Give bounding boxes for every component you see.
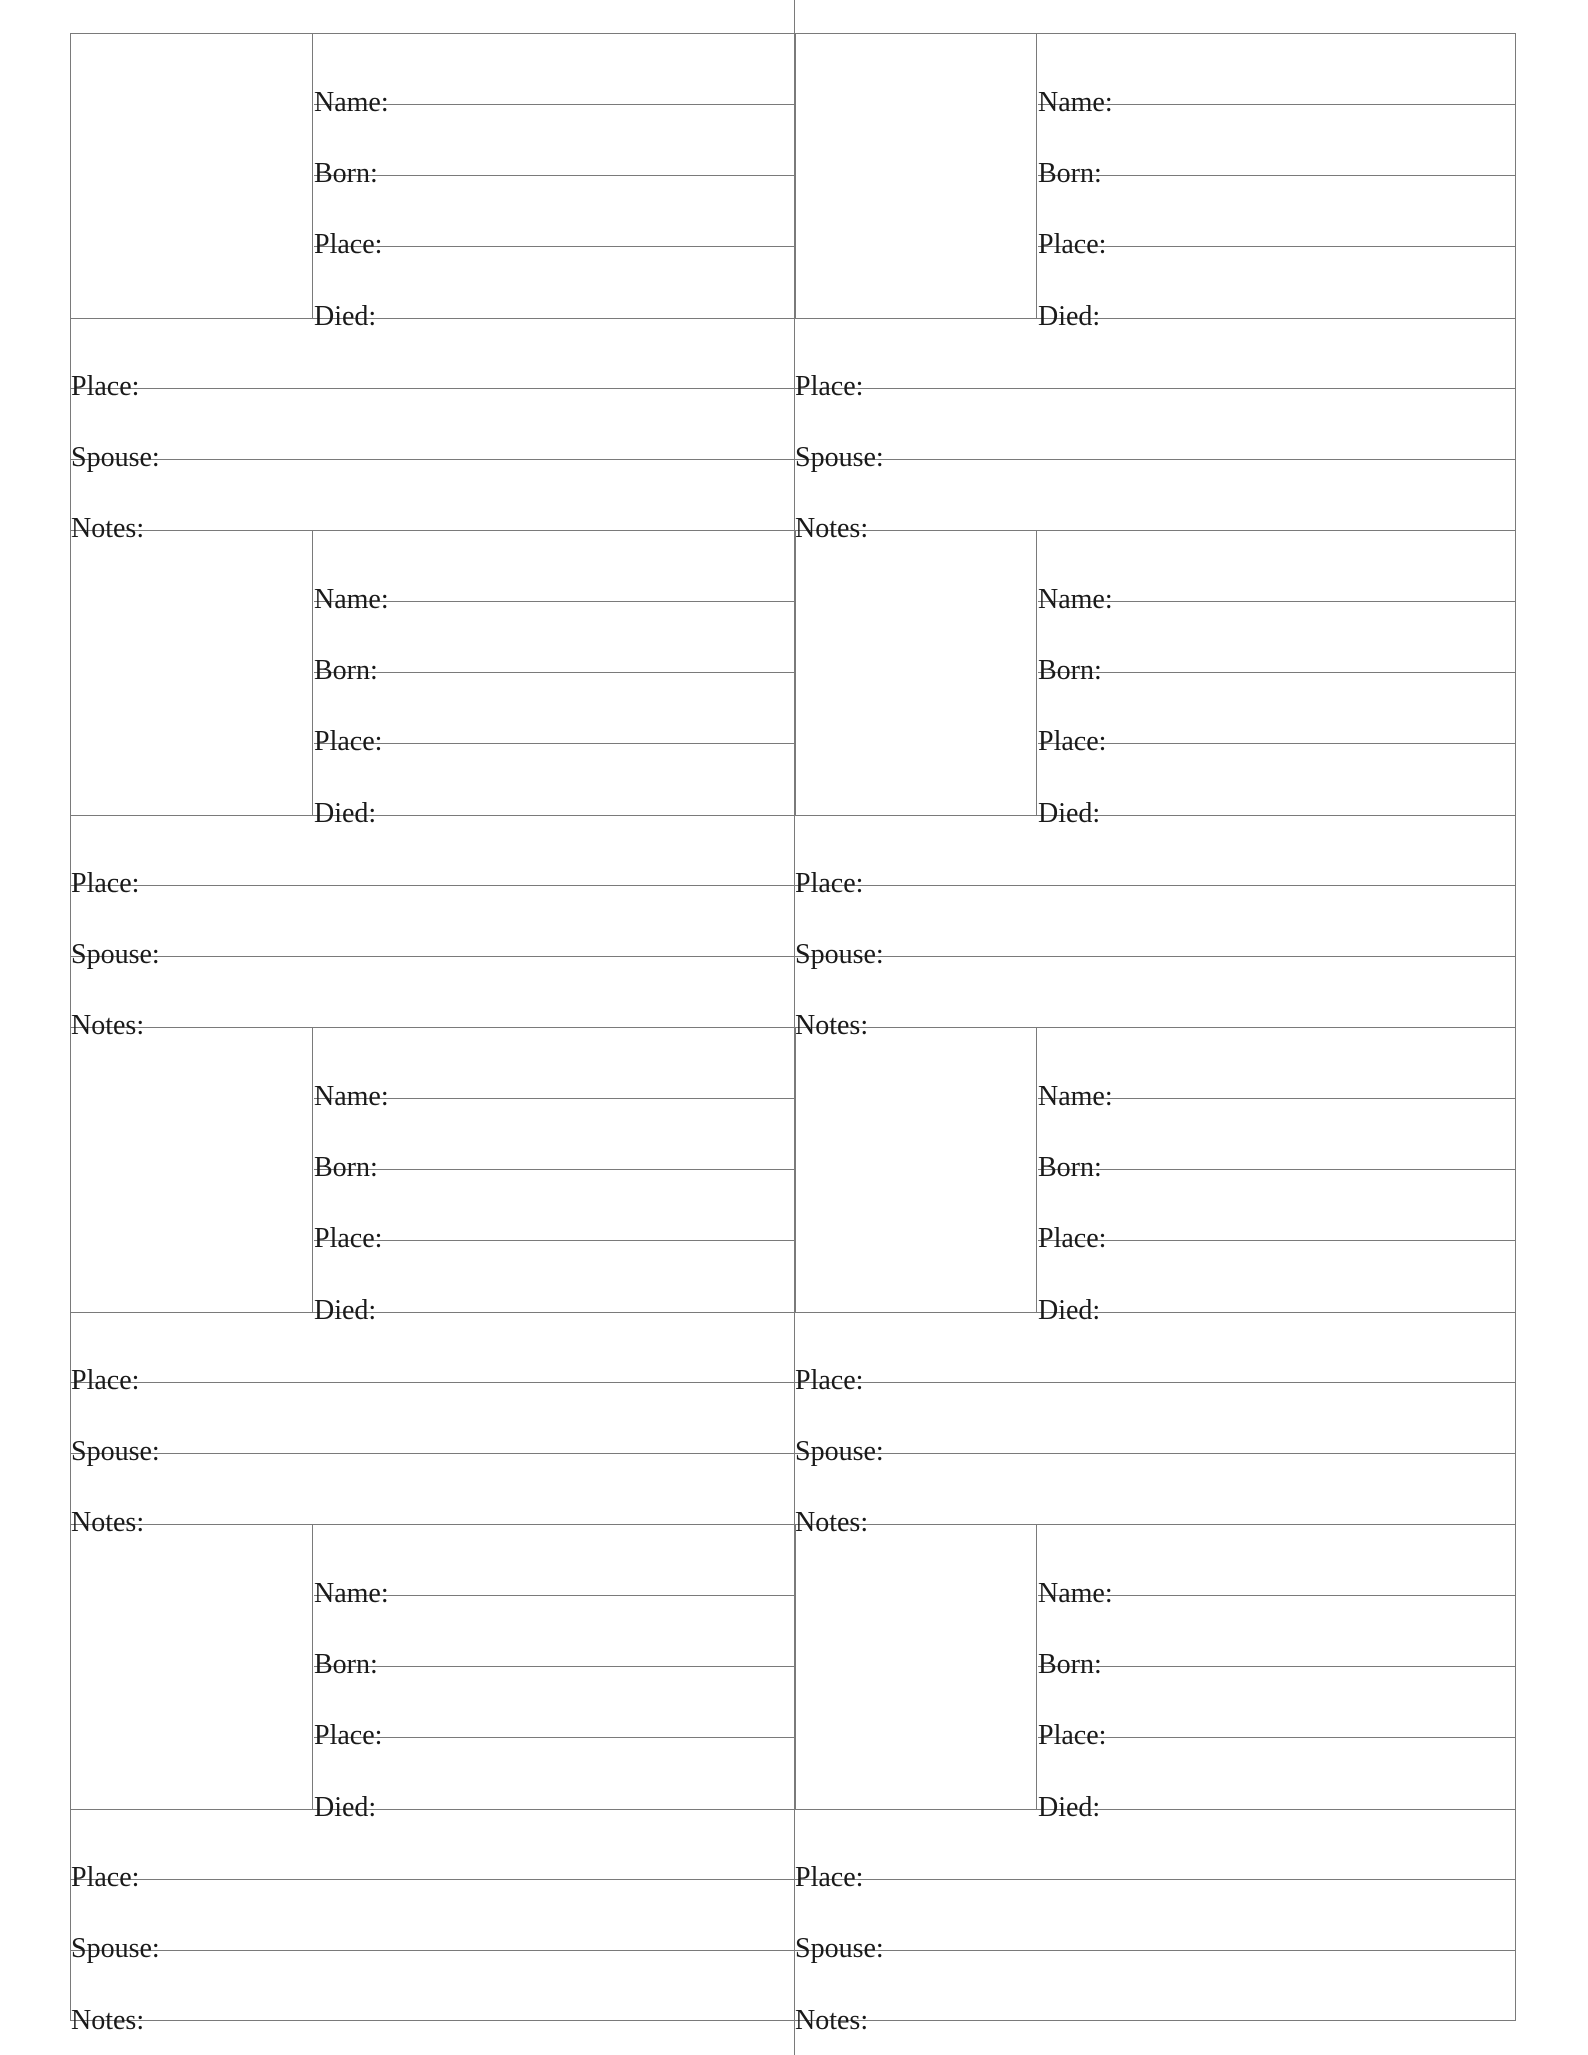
notes-label: Notes:	[71, 513, 145, 544]
photo-box[interactable]	[71, 1525, 313, 1809]
born-field[interactable]	[1038, 1099, 1515, 1183]
born-field[interactable]	[314, 602, 795, 686]
death-place-label: Place:	[795, 868, 864, 899]
birth-place-label: Place:	[314, 1223, 383, 1254]
name-label: Name:	[1038, 1578, 1113, 1609]
birth-place-label: Place:	[314, 1720, 383, 1751]
notes-field[interactable]	[71, 1454, 795, 1538]
birth-place-label: Place:	[1038, 726, 1107, 757]
spouse-field[interactable]	[795, 1383, 1515, 1467]
person-record-left	[71, 1028, 795, 1538]
died-field[interactable]	[314, 1738, 795, 1823]
notes-label: Notes:	[71, 1507, 145, 1538]
death-place-field[interactable]	[71, 318, 795, 402]
death-place-field[interactable]	[795, 815, 1515, 899]
born-label: Born:	[314, 1649, 378, 1680]
birth-place-label: Place:	[1038, 1223, 1107, 1254]
died-label: Died:	[314, 301, 377, 332]
photo-box[interactable]	[795, 1525, 1037, 1809]
birth-place-label: Place:	[1038, 229, 1107, 260]
spouse-field[interactable]	[71, 1880, 795, 1964]
name-label: Name:	[1038, 1081, 1113, 1112]
born-label: Born:	[1038, 1649, 1102, 1680]
died-label: Died:	[1038, 798, 1101, 829]
person-record-right	[795, 531, 1515, 1041]
died-label: Died:	[314, 1792, 377, 1823]
born-field[interactable]	[1038, 602, 1515, 686]
notes-label: Notes:	[795, 2005, 869, 2036]
name-field[interactable]	[314, 1525, 795, 1609]
spouse-label: Spouse:	[71, 939, 160, 970]
died-label: Died:	[1038, 301, 1101, 332]
death-place-label: Place:	[71, 868, 140, 899]
photo-box[interactable]	[71, 1028, 313, 1312]
person-record-right	[795, 1525, 1515, 2036]
name-label: Name:	[314, 1578, 389, 1609]
person-record-right	[795, 1028, 1515, 1538]
record-block-3	[71, 1028, 1515, 1538]
notes-label: Notes:	[71, 2005, 145, 2036]
birth-place-field[interactable]	[1038, 1170, 1515, 1254]
name-field[interactable]	[1038, 34, 1515, 118]
death-place-label: Place:	[71, 1365, 140, 1396]
birth-place-field[interactable]	[314, 176, 795, 260]
died-label: Died:	[314, 798, 377, 829]
born-label: Born:	[1038, 1152, 1102, 1183]
photo-box[interactable]	[795, 1028, 1037, 1312]
death-place-label: Place:	[71, 371, 140, 402]
death-place-field[interactable]	[71, 1809, 795, 1893]
born-field[interactable]	[314, 105, 795, 189]
death-place-label: Place:	[795, 1862, 864, 1893]
person-record-left	[71, 531, 795, 1041]
born-field[interactable]	[1038, 1596, 1515, 1680]
spouse-field[interactable]	[71, 389, 795, 473]
birth-place-label: Place:	[1038, 1720, 1107, 1751]
died-label: Died:	[1038, 1792, 1101, 1823]
spouse-field[interactable]	[71, 1383, 795, 1467]
birth-place-field[interactable]	[314, 1667, 795, 1751]
photo-box[interactable]	[71, 531, 313, 815]
record-block-4	[71, 1525, 1515, 2036]
born-field[interactable]	[1038, 105, 1515, 189]
spouse-label: Spouse:	[795, 1436, 884, 1467]
death-place-field[interactable]	[795, 318, 1515, 402]
notes-label: Notes:	[795, 1507, 869, 1538]
spouse-label: Spouse:	[71, 442, 160, 473]
birth-place-label: Place:	[314, 229, 383, 260]
death-place-field[interactable]	[795, 1809, 1515, 1893]
born-field[interactable]	[314, 1099, 795, 1183]
name-label: Name:	[1038, 584, 1113, 615]
photo-box[interactable]	[795, 531, 1037, 815]
name-field[interactable]	[314, 34, 795, 118]
spouse-label: Spouse:	[795, 442, 884, 473]
died-field[interactable]	[1038, 744, 1515, 829]
notes-field[interactable]	[71, 957, 795, 1041]
photo-box[interactable]	[71, 34, 313, 318]
death-place-field[interactable]	[71, 1312, 795, 1396]
notes-field[interactable]	[795, 460, 1515, 544]
death-place-field[interactable]	[71, 815, 795, 899]
died-field[interactable]	[1038, 247, 1515, 332]
died-field[interactable]	[1038, 1241, 1515, 1326]
died-field[interactable]	[314, 1241, 795, 1326]
spouse-field[interactable]	[71, 886, 795, 970]
died-label: Died:	[1038, 1295, 1101, 1326]
notes-field[interactable]	[795, 957, 1515, 1041]
born-label: Born:	[314, 655, 378, 686]
spouse-field[interactable]	[795, 886, 1515, 970]
birth-place-field[interactable]	[314, 673, 795, 757]
born-field[interactable]	[314, 1596, 795, 1680]
record-block-2	[71, 531, 1515, 1041]
died-field[interactable]	[314, 247, 795, 332]
record-block-1	[71, 34, 1515, 544]
born-label: Born:	[1038, 158, 1102, 189]
person-record-left	[71, 34, 795, 544]
notes-field[interactable]	[71, 460, 795, 544]
name-label: Name:	[314, 584, 389, 615]
death-place-field[interactable]	[795, 1312, 1515, 1396]
name-label: Name:	[314, 1081, 389, 1112]
born-label: Born:	[314, 158, 378, 189]
died-field[interactable]	[314, 744, 795, 829]
spouse-label: Spouse:	[71, 1933, 160, 1964]
birth-place-label: Place:	[314, 726, 383, 757]
birth-place-field[interactable]	[1038, 176, 1515, 260]
died-label: Died:	[314, 1295, 377, 1326]
notes-field[interactable]	[795, 1951, 1515, 2036]
name-label: Name:	[314, 87, 389, 118]
record-grid	[70, 33, 1516, 2036]
born-label: Born:	[1038, 655, 1102, 686]
birth-place-field[interactable]	[1038, 673, 1515, 757]
notes-label: Notes:	[795, 1010, 869, 1041]
spouse-field[interactable]	[795, 389, 1515, 473]
name-field[interactable]	[314, 531, 795, 615]
birth-place-field[interactable]	[314, 1170, 795, 1254]
notes-field[interactable]	[71, 1951, 795, 2036]
notes-label: Notes:	[795, 513, 869, 544]
name-field[interactable]	[1038, 1525, 1515, 1609]
spouse-field[interactable]	[795, 1880, 1515, 1964]
death-place-label: Place:	[71, 1862, 140, 1893]
spouse-label: Spouse:	[795, 1933, 884, 1964]
name-field[interactable]	[1038, 531, 1515, 615]
name-label: Name:	[1038, 87, 1113, 118]
name-field[interactable]	[314, 1028, 795, 1112]
death-place-label: Place:	[795, 1365, 864, 1396]
person-record-right	[795, 34, 1515, 544]
spouse-label: Spouse:	[71, 1436, 160, 1467]
died-field[interactable]	[1038, 1738, 1515, 1823]
born-label: Born:	[314, 1152, 378, 1183]
spouse-label: Spouse:	[795, 939, 884, 970]
notes-label: Notes:	[71, 1010, 145, 1041]
birth-place-field[interactable]	[1038, 1667, 1515, 1751]
person-record-left	[71, 1525, 795, 2036]
name-field[interactable]	[1038, 1028, 1515, 1112]
death-place-label: Place:	[795, 371, 864, 402]
notes-field[interactable]	[795, 1454, 1515, 1538]
photo-box[interactable]	[795, 34, 1037, 318]
